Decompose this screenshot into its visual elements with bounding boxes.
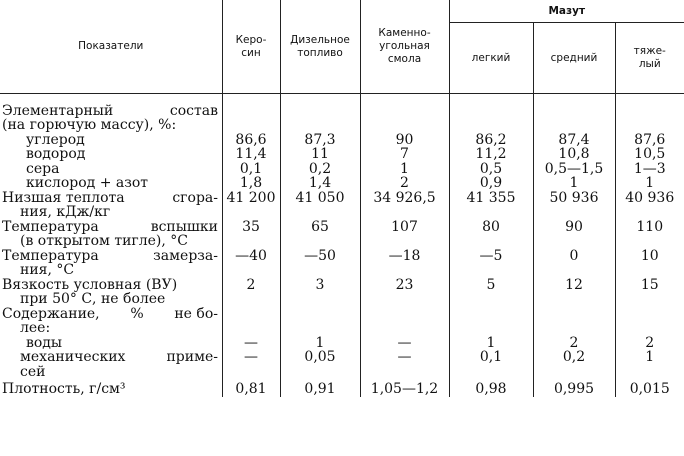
header-fuel-oil: Мазут (449, 0, 684, 23)
table-row: кислород + азот 1,8 1,4 2 0,9 1 1 (0, 176, 684, 191)
header-diesel: Дизельное топливо (280, 0, 360, 94)
table-row: Плотность, г/см³ 0,81 0,91 1,05—1,2 0,98 0,995 0,015 (0, 379, 684, 397)
table-row: Вязкость условная (ВУ) 2 3 23 5 12 15 (0, 278, 684, 293)
table-row: Низшая теплота сгора- 41 200 41 050 34 926,5 41 355 50 936 40 936 (0, 191, 684, 206)
table-row: лее: (0, 321, 684, 336)
composition-title: Элементарный состав (2, 102, 218, 119)
header-indicator: Показатели (0, 0, 222, 94)
table-row: Температура вспышки 35 65 107 80 90 110 (0, 220, 684, 235)
header-kerosene: Керо- син (222, 0, 280, 94)
table-row: Содержание, % не бо- (0, 307, 684, 322)
table-row: сей (0, 365, 684, 380)
table-row: при 50° С, не более (0, 292, 684, 307)
table-row: сера 0,1 0,2 1 0,5 0,5—1,5 1—3 (0, 162, 684, 177)
table-row: ния, °С (0, 263, 684, 278)
table-row: (в открытом тигле), °С (0, 234, 684, 249)
header-fuel-oil-medium: средний (533, 23, 615, 94)
composition-subtitle: (на горючую массу), %: (2, 117, 177, 133)
header-coal-tar: Каменно- угольная смола (360, 0, 449, 94)
table-row (0, 118, 684, 133)
table-row: воды — 1 — 1 2 2 (0, 336, 684, 351)
table-row: водород 11,4 11 7 11,2 10,8 10,5 (0, 147, 684, 162)
table-row: Температура замерза- —40 —50 —18 —5 0 10 (0, 249, 684, 264)
table-row: углерод 86,6 87,3 90 86,2 87,4 87,6 (0, 133, 684, 148)
table-row: механических приме- — 0,05 — 0,1 0,2 1 (0, 350, 684, 365)
table-row (0, 104, 684, 119)
table-row: ния, кДж/кг (0, 205, 684, 220)
header-fuel-oil-light: легкий (449, 23, 533, 94)
header-fuel-oil-heavy: тяже- лый (615, 23, 684, 94)
